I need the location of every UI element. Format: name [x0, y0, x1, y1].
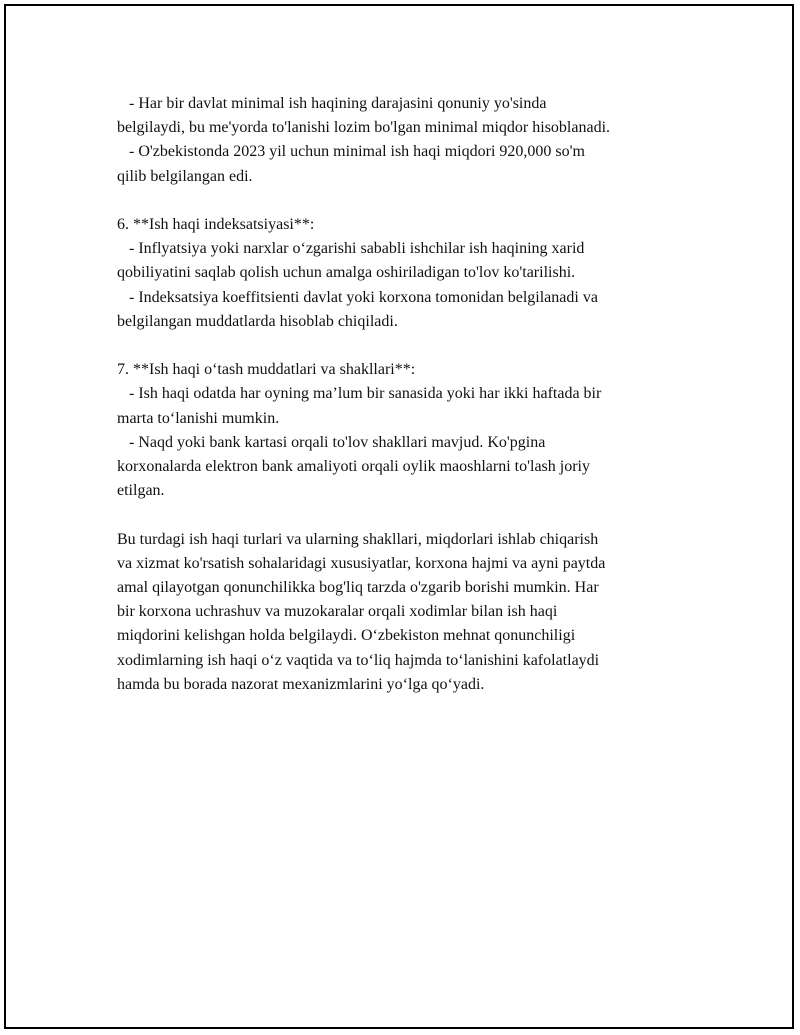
text-line: belgilangan muddatlarda hisoblab chiqiladi.	[117, 312, 398, 330]
text-line: - Inflyatsiya yoki narxlar o‘zgarishi sababli ishchilar ish haqining xarid	[117, 240, 585, 258]
paragraph-spacer	[117, 189, 689, 213]
text-line: - Ish haqi odatda har oyning ma’lum bir sanasida yoki har ikki haftada bir	[117, 385, 602, 403]
text-line: hamda bu borada nazorat mexanizmlarini yo‘lga qo‘yadi.	[117, 675, 485, 693]
text-line: belgilaydi, bu me'yorda to'lanishi lozim bo'lgan minimal miqdor hisoblanadi.	[117, 119, 611, 137]
closing-paragraph	[117, 528, 689, 697]
text-line: amal qilayotgan qonunchilikka bog'liq tarzda o'zgarib borishi mumkin. Har	[117, 579, 599, 597]
text-line: - Har bir davlat minimal ish haqining darajasini qonuniy yo'sinda	[117, 95, 547, 112]
text-line: etilgan.	[117, 482, 165, 500]
text-line: bir korxona uchrashuv va muzokaralar orqali xodimlar bilan ish haqi	[117, 603, 558, 621]
text-line: - Naqd yoki bank kartasi orqali to'lov shakllari mavjud. Ko'pgina	[117, 433, 546, 451]
text-line: korxonalarda elektron bank amaliyoti orqali oylik maoshlarni to'lash joriy	[117, 458, 590, 476]
paragraph-spacer	[117, 334, 689, 358]
text-line: qobiliyatini saqlab qolish uchun amalga oshiriladigan to'lov ko'tarilishi.	[117, 264, 576, 282]
text-line: marta to‘lanishi mumkin.	[117, 409, 280, 427]
section-indexation	[117, 213, 689, 334]
text-line: - O'zbekistonda 2023 yil uchun minimal ish haqi miqdori 920,000 so'm	[117, 143, 585, 161]
paragraph-spacer	[117, 503, 689, 527]
text-line: xodimlarning ish haqi o‘z vaqtida va to‘liq hajmda to‘lanishini kafolatlaydi	[117, 651, 600, 669]
document-body	[117, 92, 689, 697]
paragraph-minimal-wage	[117, 92, 689, 189]
text-line: qilib belgilangan edi.	[117, 167, 253, 185]
text-line: Bu turdagi ish haqi turlari va ularning shakllari, miqdorlari ishlab chiqarish	[117, 530, 599, 548]
text-line: - Indeksatsiya koeffitsienti davlat yoki korxona tomonidan belgilanadi va	[117, 288, 598, 306]
text-line: miqdorini kelishgan holda belgilaydi. O‘zbekiston mehnat qonunchiligi	[117, 627, 576, 645]
section-payment-terms	[117, 358, 689, 503]
section-heading: 6. **Ish haqi indeksatsiyasi**:	[117, 216, 315, 233]
text-line: va xizmat ko'rsatish sohalaridagi xususiyatlar, korxona hajmi va ayni paytda	[117, 554, 606, 572]
section-heading: 7. **Ish haqi o‘tash muddatlari va shakllari**:	[117, 361, 416, 379]
